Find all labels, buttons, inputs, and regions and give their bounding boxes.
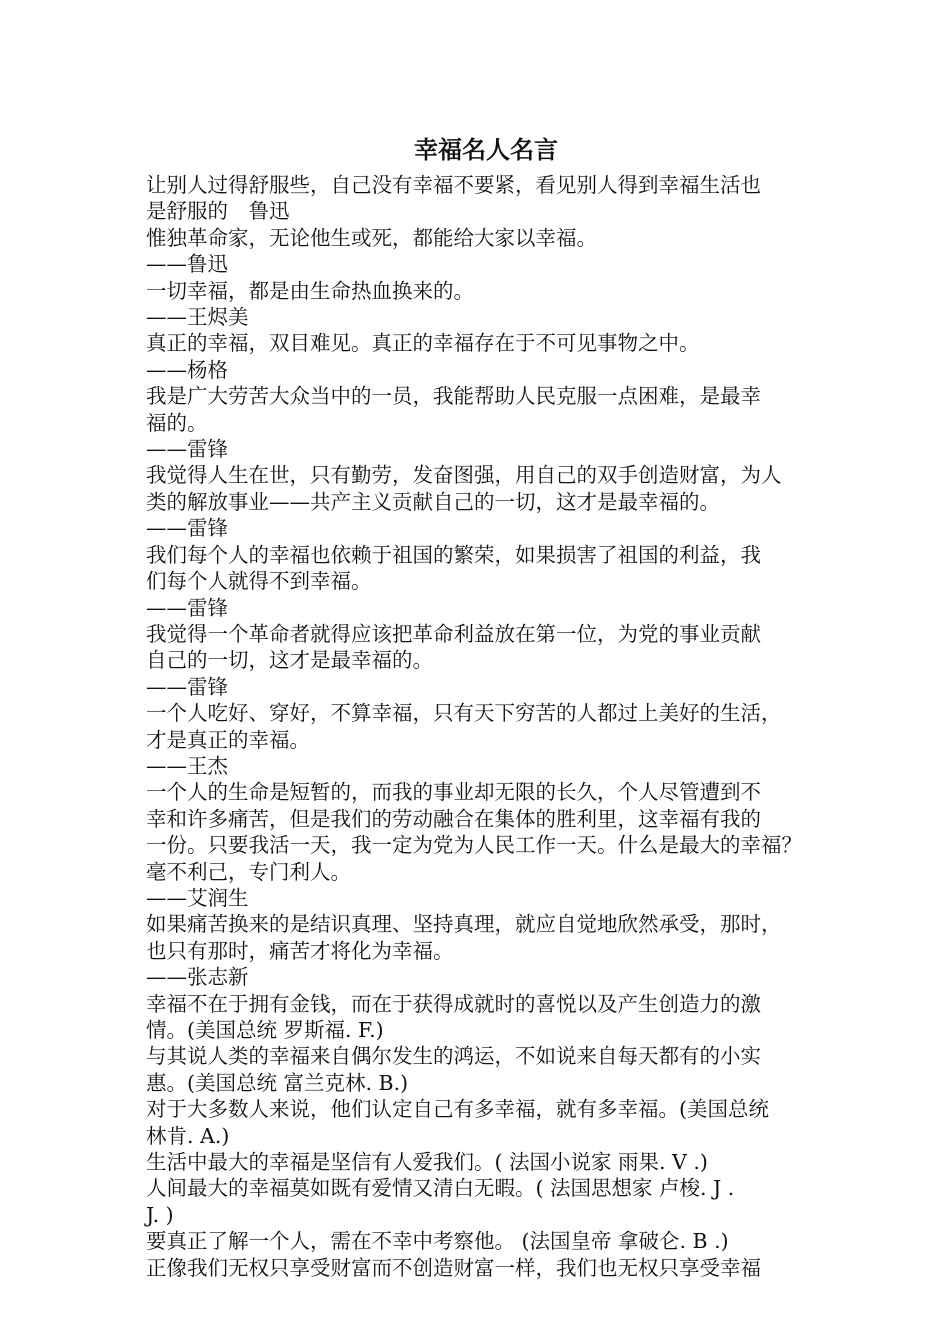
text-line: 我觉得人生在世，只有勤劳，发奋图强，用自己的双手创造财富，为人 [146,463,782,488]
text-line: ——雷锋 [146,595,228,620]
text-line: 与其说人类的幸福来自偶尔发生的鸿运，不如说来自每天都有的小实 [146,1044,761,1069]
text-line: ——雷锋 [146,437,228,462]
text-line: 我是广大劳苦大众当中的一员，我能帮助人民克服一点困难，是最幸 [146,384,761,409]
text-line: 是舒服的 鲁迅 [146,199,290,224]
text-line: 毫不利己，专门利人。 [146,859,351,884]
text-line: 如果痛苦换来的是结识真理、坚持真理，就应自觉地欣然承受，那时， [146,912,782,937]
document-title: 幸福名人名言 [414,135,558,164]
text-line: 幸福不在于拥有金钱，而在于获得成就时的喜悦以及产生创造力的激 [146,991,761,1016]
text-line: ——王杰 [146,753,228,778]
text-line: 人间最大的幸福莫如既有爱情又清白无暇。( 法国思想家 卢梭. J . [146,1176,735,1201]
text-line: 一个人的生命是短暂的，而我的事业却无限的长久，个人尽管遭到不 [146,780,761,805]
text-line: 一切幸福，都是由生命热血换来的。 [146,278,474,303]
text-line: 对于大多数人来说，他们认定自己有多幸福，就有多幸福。(美国总统 [146,1097,769,1122]
text-line: 惟独革命家，无论他生或死，都能给大家以幸福。 [146,225,597,250]
text-line: ——杨格 [146,357,228,382]
text-line: 类的解放事业——共产主义贡献自己的一切，这才是最幸福的。 [146,489,720,514]
text-line: ——雷锋 [146,516,228,541]
text-line: 生活中最大的幸福是坚信有人爱我们。( 法国小说家 雨果. V .) [146,1150,708,1175]
text-line: 一个人吃好、穿好，不算幸福，只有天下穷苦的人都过上美好的生活， [146,701,782,726]
document-page [146,128,818,1281]
text-line: 自己的一切，这才是最幸福的。 [146,648,433,673]
text-line: 福的。 [146,410,208,435]
text-line: 让别人过得舒服些，自己没有幸福不要紧，看见别人得到幸福生活也 [146,173,761,197]
text-line: 情。(美国总统 罗斯福. F.) [146,1018,384,1042]
text-line: 要真正了解一个人，需在不幸中考察他。 (法国皇帝 拿破仑. B .) [146,1229,729,1254]
text-line: ——张志新 [146,965,249,990]
text-line: 我觉得一个革命者就得应该把革命利益放在第一位，为党的事业贡献 [146,621,761,646]
text-line: ——鲁迅 [146,252,228,277]
text-line: J. ) [146,1202,174,1227]
text-line: ——雷锋 [146,674,228,699]
text-line: 也只有那时，痛苦才将化为幸福。 [146,938,454,963]
text-line: 一份。只要我活一天，我一定为党为人民工作一天。什么是最大的幸福？ [146,833,802,858]
quote-body [146,172,818,1281]
text-line: 才是真正的幸福。 [146,727,310,752]
text-line: 正像我们无权只享受财富而不创造财富一样，我们也无权只享受幸福 [146,1255,761,1280]
text-line: ——艾润生 [146,885,249,910]
text-line: 们每个人就得不到幸福。 [146,569,372,594]
text-line: 林肯. A.) [146,1123,230,1148]
text-line: 真正的幸福，双目难见。真正的幸福存在于不可见事物之中。 [146,331,700,356]
text-line: 惠。(美国总统 富兰克林. B.) [146,1070,409,1095]
text-line: 我们每个人的幸福也依赖于祖国的繁荣，如果损害了祖国的利益，我 [146,542,761,567]
text-line: ——王烬美 [146,305,249,330]
text-line: 幸和许多痛苦，但是我们的劳动融合在集体的胜利里，这幸福有我的 [146,806,761,831]
